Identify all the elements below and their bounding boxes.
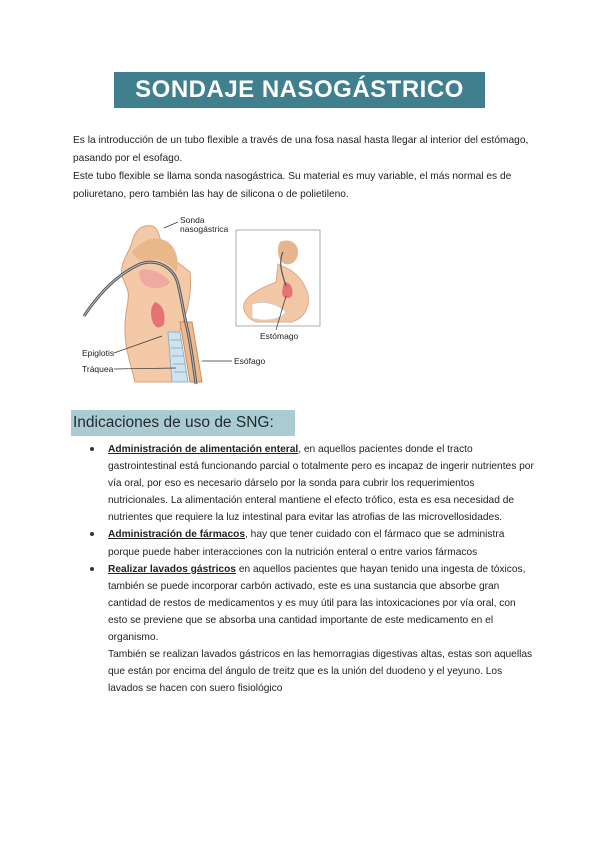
- section-heading: Indicaciones de uso de SNG:: [71, 410, 295, 436]
- list-item-extra-text: También se realizan lavados gástricos en las hemorragias digestivas altas, estas son aquellas que están por encima del ángulo de treitz que es la unión del duodeno y el yeyuno. Los lavados se hacen con suero fisiológico: [108, 649, 533, 695]
- list-item-text: en aquellos pacientes que hayan tenido una ingesta de tóxicos, también se puede incorporar carbón activado, este es una sustancia que absorbe gran cantidad de restos de medicamentos y es muy útil para las intoxicaciones por vía oral, con esto se previene que se absorba una cantidad importante de este medicamento en el organismo.: [108, 563, 526, 644]
- bullet-dot-icon: [90, 447, 94, 451]
- list-item: [90, 526, 535, 560]
- nasogastric-tube-diagram: [80, 212, 330, 387]
- list-item-text: , en aquellos pacientes donde el tracto gastrointestinal está funcionando parcial o totalmente pero es incapaz de ingerir nutrientes por vía oral, por eso es necesario dárselo por la sonda para cubrir los requerimientos nutricionales. La alimentación enteral mantiene el efecto trófico, esta es esa necesidad de nutrientes que requiere la luz intestinal para evitar las atrofias de las microvellosidades.: [108, 444, 534, 524]
- intro-paragraph-2: Este tubo flexible se llama sonda nasogástrica. Su material es muy variable, el más normal es de poliuretano, pero también las hay de silicona o de polietileno.: [73, 171, 512, 200]
- list-item-text: , hay que tener cuidado con el fármaco que se administra porque puede haber interacciones con la nutrición enteral o entre varios fármacos: [108, 529, 505, 558]
- indications-list: [90, 441, 535, 697]
- bullet-dot-icon: [90, 532, 94, 536]
- label-epiglotis: Epiglotis: [82, 348, 115, 358]
- list-item-term: Administración de alimentación enteral: [108, 444, 299, 455]
- list-item: [90, 561, 535, 698]
- list-item-term: Realizar lavados gástricos: [108, 563, 236, 575]
- intro-text: [73, 132, 533, 204]
- label-nasogastrica: nasogástrica: [180, 224, 229, 234]
- page-title: SONDAJE NASOGÁSTRICO: [114, 72, 485, 108]
- label-sonda: Sonda: [180, 215, 205, 225]
- label-estomago: Estómago: [260, 331, 299, 341]
- intro-paragraph-1: Es la introducción de un tubo flexible a través de una fosa nasal hasta llegar al interior del estómago, pasando por el esofago.: [73, 135, 529, 164]
- label-esofago: Esófago: [234, 356, 266, 366]
- bullet-dot-icon: [90, 567, 94, 571]
- list-item-term: Administración de fármacos: [108, 529, 246, 541]
- label-traquea: Tráquea: [82, 364, 114, 374]
- list-item: [90, 441, 535, 526]
- anatomy-illustration: [80, 212, 330, 387]
